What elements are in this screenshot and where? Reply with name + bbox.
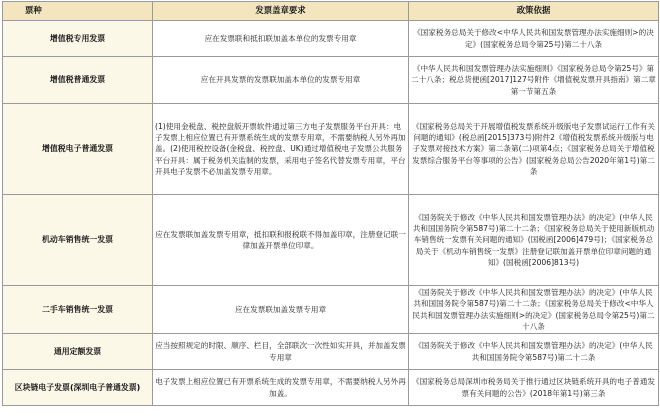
invoice-type-cell: 二手车销售统一发票	[3, 286, 153, 334]
invoice-type-cell: 区块链电子发票(深圳电子普通发票)	[3, 370, 153, 406]
seal-requirement-cell: 应在发票联加盖发票专用章，抵扣联和报税联不得加盖印章，注册登记联一律加盖开票单位印章。	[153, 195, 409, 286]
table-row	[3, 21, 659, 57]
seal-requirement-cell: 应在发票联加盖发票专用章	[153, 286, 409, 334]
policy-basis-cell: 《国家税务总局关于修改<中华人民共和国发票管理办法实施细则>的决定》(国家税务总局令第25号)第二十八条	[409, 21, 659, 57]
policy-basis-cell: 《国家税务总局关于开展增值税发票系统升级版电子发票试运行工作有关问题的通知》(税总函[2015]373号)附件2《增值税发票系统升级版与电子发票对接技术方案》第二条第(二)项第4点；《国家税务总局关于增值税发票综合服务平台等事项的公告》(国家税务总局公告2020年第1号)第二条	[409, 104, 659, 195]
table-row	[3, 370, 659, 406]
table-row	[3, 195, 659, 286]
table-row	[3, 104, 659, 195]
seal-requirement-cell: 应在开具发票的发票联加盖本单位的发票专用章	[153, 57, 409, 104]
invoice-type-cell: 增值税专用发票	[3, 21, 153, 57]
policy-basis-cell: 《国务院关于修改《中华人民共和国发票管理办法》的决定》(中华人民共和国国务院令第587号)第二十二条；《国家税务总局关于修改<中华人民共和国发票管理办法实施细则>的决定》(国家税务总局令第25号)第二十八条	[409, 286, 659, 334]
seal-requirement-cell: 应当按照规定的时限、顺序、栏目，全部联次一次性如实开具，并加盖发票专用章	[153, 334, 409, 370]
table-row	[3, 334, 659, 370]
policy-basis-cell: 《国务院关于修改《中华人民共和国发票管理办法》的决定》(中华人民共和国国务院令第587号)第二十二条；《国家税务总局关于使用新版机动车销售统一发票有关问题的通知》(国税函[2006]479号)；《国家税务总局关于《机动车销售统一发票》注册登记联加盖开票单位印章问题的通知》(国税函[2006]813号)	[409, 195, 659, 286]
table-row	[3, 57, 659, 104]
seal-requirement-cell: 应在发票联和抵扣联加盖本单位的发票专用章	[153, 21, 409, 57]
seal-requirement-cell: 电子发票上相应位置已有开票系统生成的发票专用章，不需要纳税人另外再加盖。	[153, 370, 409, 406]
invoice-seal-table	[2, 1, 659, 406]
invoice-type-cell: 增值税电子普通发票	[3, 104, 153, 195]
invoice-type-cell: 通用定额发票	[3, 334, 153, 370]
policy-basis-cell: 《国家税务总局深圳市税务局关于推行通过区块链系统开具的电子普通发票有关问题的公告》(2018年第1号)第三条	[409, 370, 659, 406]
header-policy-basis: 政策依据	[409, 2, 659, 21]
policy-basis-cell: 《国务院关于修改《中华人民共和国发票管理办法》的决定》(中华人民共和国国务院令第587号)第二十二条	[409, 334, 659, 370]
invoice-type-cell: 机动车销售统一发票	[3, 195, 153, 286]
policy-basis-cell: 《中华人民共和国发票管理办法实施细则》《国家税务总局令第25号》第二十八条；税总货便函[2017]127号附件《增值税发票开具指南》第二章第一节第五条	[409, 57, 659, 104]
seal-requirement-cell: (1)使用金税盘、税控盘版开票软件通过第三方电子发票服务平台开具：电子发票上相应位置已有开票系统生成的发票专用章，不需要纳税人另外再加盖。(2)使用税控设备(金税盘、税控盘、UK)通过增值税电子发票公共服务平台开具：属于税务机关监制的发票，采用电子签名代替发票专用章，平台开具电子发票不必加盖发票专用章。	[153, 104, 409, 195]
table-row	[3, 286, 659, 334]
invoice-type-cell: 增值税普通发票	[3, 57, 153, 104]
header-invoice-type: 票种	[3, 2, 153, 21]
header-seal-requirement: 发票盖章要求	[153, 2, 409, 21]
table-header-row	[3, 2, 659, 21]
